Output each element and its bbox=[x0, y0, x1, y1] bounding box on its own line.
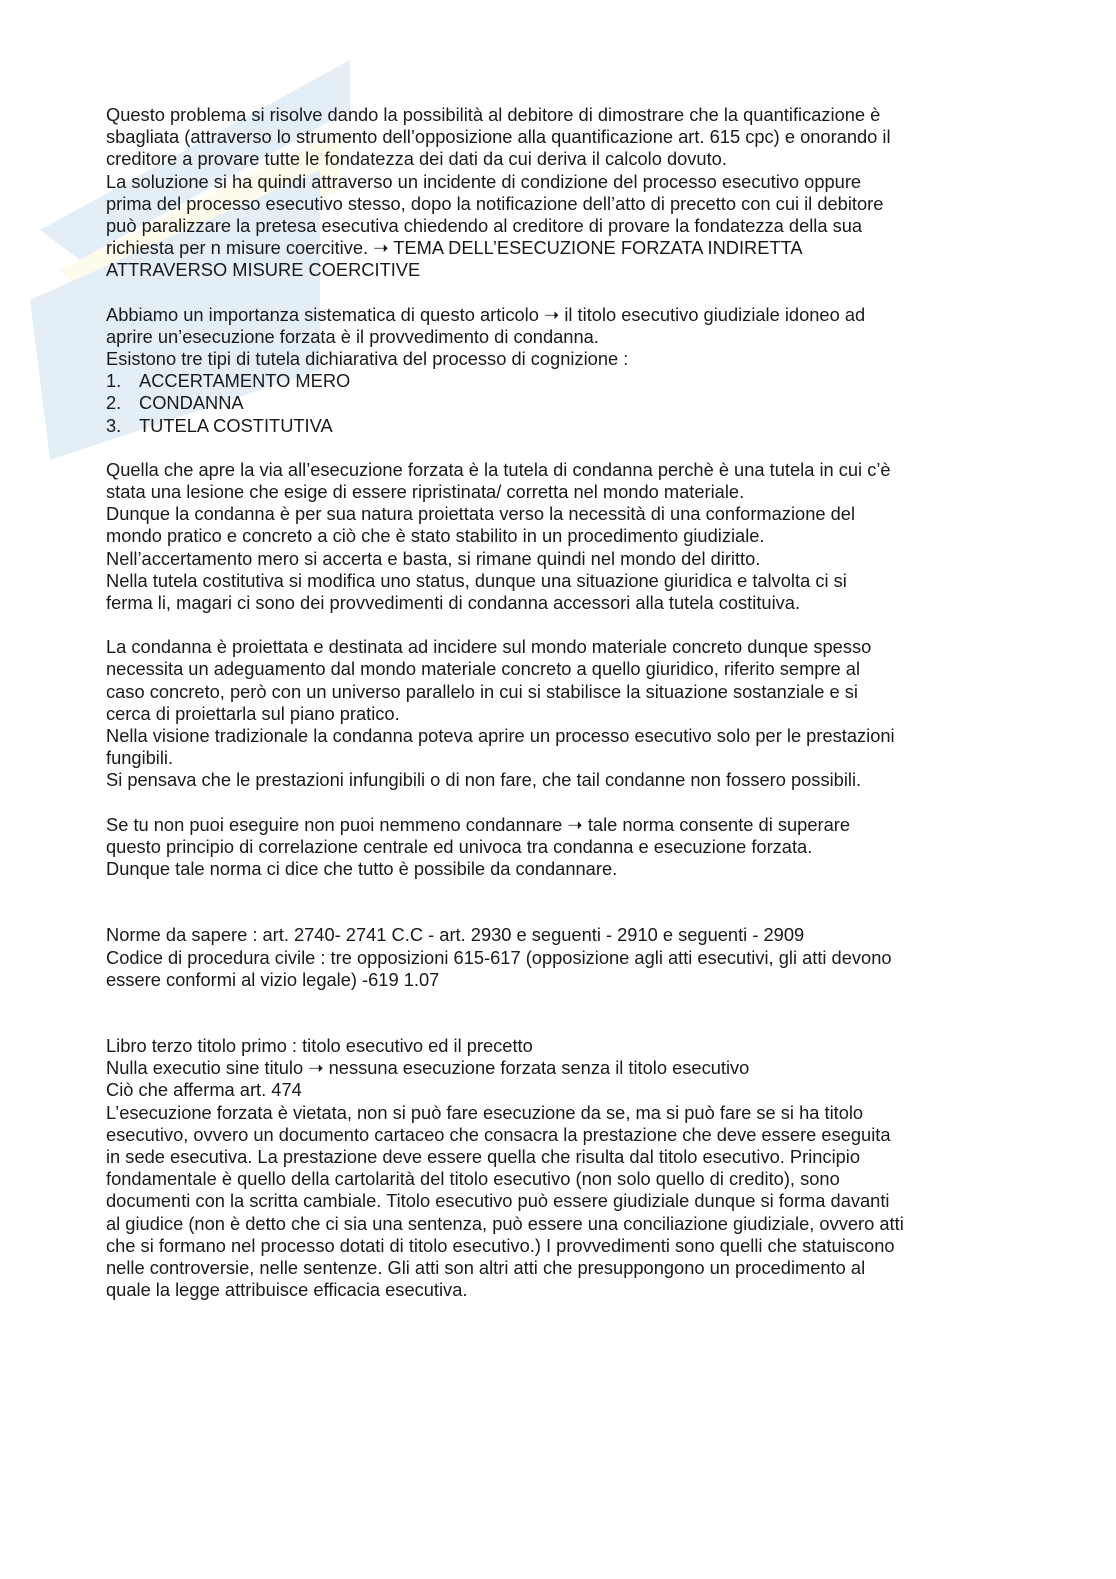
text-line: La soluzione si ha quindi attraverso un incidente di condizione del processo esecutivo oppure bbox=[106, 170, 862, 192]
list-item bbox=[106, 392, 1016, 414]
text-line: Abbiamo un importanza sistematica di questo articolo ➝ il titolo esecutivo giudiziale idoneo ad bbox=[106, 303, 866, 325]
text-line: La condanna è proiettata e destinata ad incidere sul mondo materiale concreto dunque spesso bbox=[106, 636, 872, 658]
paragraph-titolo-esecutivo bbox=[106, 304, 1016, 371]
text-line: Esistono tre tipi di tutela dichiarativa del processo di cognizione : bbox=[106, 348, 629, 370]
text-line: Codice di procedura civile : tre opposizioni 615-617 (opposizione agli atti esecutivi, gli atti devono bbox=[106, 946, 892, 968]
list-text: CONDANNA bbox=[139, 392, 244, 414]
text-line: può paralizzare la pretesa esecutiva chiedendo al creditore di provare la fondatezza della sua bbox=[106, 215, 863, 237]
paragraph-tutela-condanna bbox=[106, 459, 1016, 614]
text-line: Se tu non puoi eseguire non puoi nemmeno condannare ➝ tale norma consente di superare bbox=[106, 813, 851, 835]
text-line: ATTRAVERSO MISURE COERCITIVE bbox=[106, 259, 421, 281]
paragraph-correlazione bbox=[106, 814, 1016, 881]
paragraph-norme-da-sapere bbox=[106, 924, 1016, 991]
text-line: Dunque tale norma ci dice che tutto è possibile da condannare. bbox=[106, 858, 618, 880]
list-number: 1. bbox=[106, 370, 122, 392]
text-line: Nella tutela costitutiva si modifica uno status, dunque una situazione giuridica e talvolta ci si bbox=[106, 569, 847, 591]
text-line: caso concreto, però con un universo parallelo in cui si stabilisce la situazione sostanziale e si bbox=[106, 680, 858, 702]
text-line: sbagliata (attraverso lo strumento dell’opposizione alla quantificazione art. 615 cpc) e onorando il bbox=[106, 126, 891, 148]
text-line: documenti con la scritta cambiale. Titolo esecutivo può essere giudiziale dunque si forma davanti bbox=[106, 1190, 890, 1212]
text-line: Ciò che afferma art. 474 bbox=[106, 1079, 302, 1101]
text-line: prima del processo esecutivo stesso, dopo la notificazione dell’atto di precetto con cui il debitore bbox=[106, 192, 884, 214]
text-line: fondamentale è quello della cartolarità del titolo esecutivo (non solo quello di credito), sono bbox=[106, 1168, 840, 1190]
text-line: L’esecuzione forzata è vietata, non si può fare esecuzione da se, ma si può fare se si ha titolo bbox=[106, 1101, 864, 1123]
text-line: nelle controversie, nelle sentenze. Gli atti son altri atti che presuppongono un procedimento al bbox=[106, 1256, 866, 1278]
list-number: 2. bbox=[106, 392, 122, 414]
text-line: in sede esecutiva. La prestazione deve essere quella che risulta dal titolo esecutivo. Principio bbox=[106, 1145, 861, 1167]
list-text: ACCERTAMENTO MERO bbox=[139, 370, 351, 392]
text-line: Questo problema si risolve dando la possibilità al debitore di dimostrare che la quantificazione è bbox=[106, 104, 881, 125]
text-line: aprire un’esecuzione forzata è il provvedimento di condanna. bbox=[106, 325, 599, 347]
document-page bbox=[106, 104, 1016, 1301]
list-text: TUTELA COSTITUTIVA bbox=[139, 414, 333, 436]
text-line: Nella visione tradizionale la condanna poteva aprire un processo esecutivo solo per le prestazioni bbox=[106, 725, 895, 747]
paragraph-condanna-proiettata bbox=[106, 636, 1016, 791]
text-line: creditore a provare tutte le fondatezza dei dati da cui deriva il calcolo dovuto. bbox=[106, 148, 727, 170]
numbered-list-tutela bbox=[106, 370, 1016, 437]
text-line: Dunque la condanna è per sua natura proiettata verso la necessità di una conformazione del bbox=[106, 503, 856, 525]
text-line: Quella che apre la via all’esecuzione forzata è la tutela di condanna perchè è una tutela in cui c’è bbox=[106, 458, 891, 480]
text-line: mondo pratico e concreto a ciò che è stato stabilito in un procedimento giudiziale. bbox=[106, 525, 765, 547]
paragraph-libro-terzo bbox=[106, 1035, 1016, 1301]
text-line: al giudice (non è detto che ci sia una sentenza, può essere una conciliazione giudiziale, ovvero atti bbox=[106, 1212, 904, 1234]
text-line: stata una lesione che esige di essere ripristinata/ corretta nel mondo materiale. bbox=[106, 481, 745, 503]
text-line: essere conformi al vizio legale) -619 1.07 bbox=[106, 968, 440, 990]
text-line: Nell’accertamento mero si accerta e basta, si rimane quindi nel mondo del diritto. bbox=[106, 547, 761, 569]
text-line: ferma li, magari ci sono dei provvedimenti di condanna accessori alla tutela costituiva. bbox=[106, 592, 801, 614]
text-line: richiesta per n misure coercitive. ➝ TEMA DELL’ESECUZIONE FORZATA INDIRETTA bbox=[106, 237, 803, 259]
text-line: Norme da sapere : art. 2740- 2741 C.C - art. 2930 e seguenti - 2910 e seguenti - 2909 bbox=[106, 924, 805, 946]
text-line: Si pensava che le prestazioni infungibili o di non fare, che tail condanne non fossero possibili. bbox=[106, 769, 862, 791]
list-number: 3. bbox=[106, 414, 122, 436]
text-line: esecutivo, ovvero un documento cartaceo che consacra la prestazione che deve essere eseguita bbox=[106, 1123, 891, 1145]
list-item bbox=[106, 370, 1016, 392]
text-line: Nulla executio sine titulo ➝ nessuna esecuzione forzata senza il titolo esecutivo bbox=[106, 1057, 750, 1079]
text-line: cerca di proiettarla sul piano pratico. bbox=[106, 702, 400, 724]
text-line: Libro terzo titolo primo : titolo esecutivo ed il precetto bbox=[106, 1034, 533, 1056]
list-item bbox=[106, 415, 1016, 437]
text-line: fungibili. bbox=[106, 747, 174, 769]
text-line: necessita un adeguamento dal mondo materiale concreto a quello giuridico, riferito sempre al bbox=[106, 658, 861, 680]
text-line: questo principio di correlazione centrale ed univoca tra condanna e esecuzione forzata. bbox=[106, 835, 813, 857]
text-line: quale la legge attribuisce efficacia esecutiva. bbox=[106, 1279, 468, 1301]
text-line: che si formano nel processo dotati di titolo esecutivo.) I provvedimenti sono quelli che statuiscono bbox=[106, 1234, 895, 1256]
paragraph-misure-coercitive bbox=[106, 104, 1016, 282]
